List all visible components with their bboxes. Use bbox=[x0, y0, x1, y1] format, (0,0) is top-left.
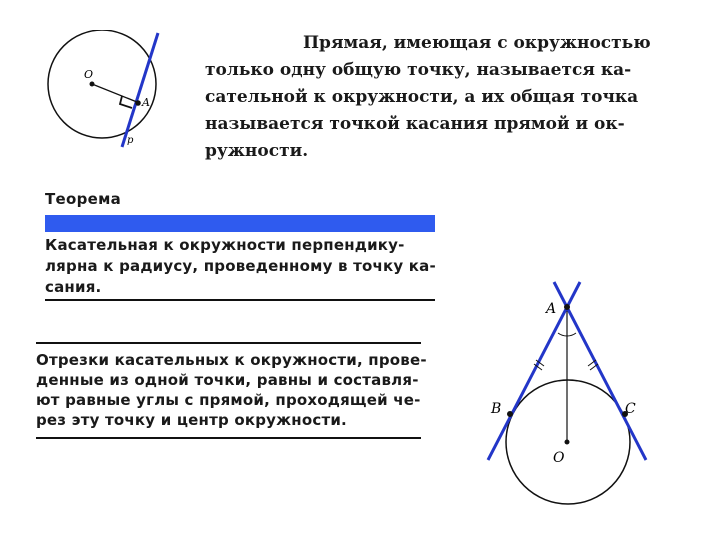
definition-line: ружности. bbox=[205, 141, 309, 161]
definition-line: сательной к окружности, а их общая точка bbox=[205, 87, 639, 107]
label-line-p: p bbox=[127, 135, 134, 146]
tangents-figure bbox=[470, 270, 660, 540]
property-top-rule bbox=[36, 342, 421, 344]
label-a: A bbox=[546, 301, 557, 317]
label-point-a: A bbox=[142, 96, 150, 109]
label-o: O bbox=[553, 450, 565, 466]
theorem-text bbox=[45, 235, 437, 298]
center-point bbox=[90, 82, 95, 87]
property-text bbox=[36, 350, 428, 430]
theorem-bottom-rule bbox=[45, 299, 435, 301]
point-b bbox=[507, 411, 513, 417]
tangent-figure bbox=[30, 30, 180, 160]
radius-oa bbox=[92, 84, 137, 102]
definition-text bbox=[205, 30, 651, 165]
theorem-line: сания. bbox=[45, 278, 102, 296]
point-o bbox=[565, 440, 570, 445]
property-bottom-rule bbox=[36, 437, 421, 439]
tangent-line bbox=[122, 33, 158, 147]
theorem-line: Касательная к окружности перпендику- bbox=[45, 236, 405, 254]
label-center-o: O bbox=[84, 68, 94, 81]
circle bbox=[48, 30, 156, 138]
property-line: ют равные углы с прямой, проходящей че- bbox=[36, 391, 421, 409]
tangent-point bbox=[135, 100, 141, 106]
definition-line: называется точкой касания прямой и ок- bbox=[205, 114, 625, 134]
property-line: денные из одной точки, равны и составля- bbox=[36, 371, 419, 389]
theorem-bar bbox=[45, 215, 435, 232]
definition-line: только одну общую точку, называется ка- bbox=[205, 60, 632, 80]
theorem-line: лярна к радиусу, проведенному в точку ка- bbox=[45, 257, 436, 275]
angle-arc-left bbox=[558, 333, 567, 336]
label-b: B bbox=[491, 401, 502, 417]
theorem-title: Теорема bbox=[45, 190, 122, 208]
property-line: рез эту точку и центр окружности. bbox=[36, 411, 347, 429]
angle-arc-right bbox=[567, 333, 576, 336]
label-c: C bbox=[625, 401, 636, 417]
definition-line: Прямая, имеющая с окружностью bbox=[303, 33, 651, 53]
point-a bbox=[564, 304, 570, 310]
property-line: Отрезки касательных к окружности, прове- bbox=[36, 351, 427, 369]
